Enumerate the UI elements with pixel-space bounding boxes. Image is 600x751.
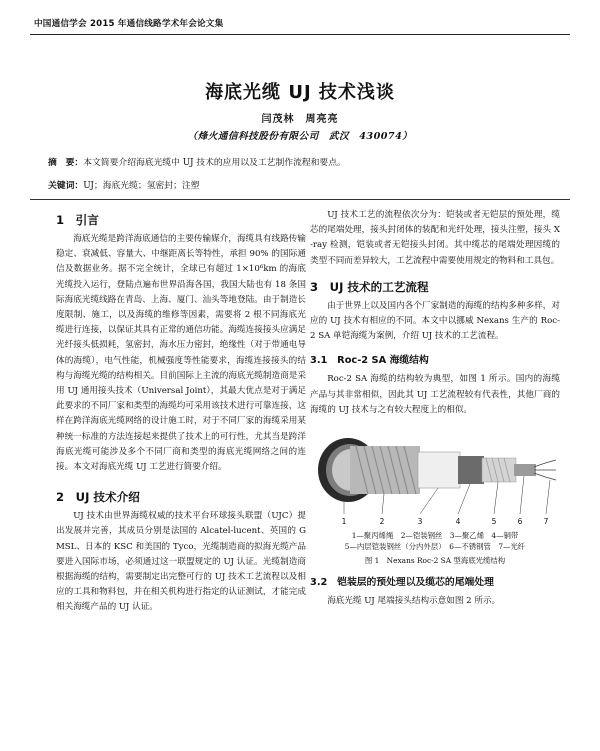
running-header: 中国通信学会 2015 年通信线路学术年会论文集 (34, 19, 224, 29)
section-2-paragraph-1: UJ 技术由世界海缆权威的技术平台环球接头联盟（UJC）提出发展并完善，其成员分别是法国的 Alcatel-lucent、英国的 GMSL、日本的 KSC 和美国的 Tyco，光缆制造商的拟海光缆产品要进入国际市场，必须通过这一联盟规定的 UJ 认证。光缆制造商根据海缆的结构，需要制定出完整可行的 UJ 技术工艺流程以及相应的工具和物料包，并在相关机构进行指定的认证测试，才能完成相关海缆产品的 UJ 认证。 (56, 511, 306, 613)
section-1-heading: 1 引言 (56, 213, 99, 227)
figure-1-legend-line-1: 1—聚丙烯绳 2—铠装钢丝 3—聚乙烯 4—铜带 (351, 531, 519, 541)
figure-1-caption: 图 1 Nexans Roc-2 SA 型海底光缆结构 (364, 556, 506, 566)
fig-number-6: 6 (517, 517, 523, 527)
paper-affiliation: （烽火通信科技股份有限公司 武汉 430074） (187, 131, 413, 142)
section-3-2-heading: 3.2 铠装层的预处理以及缆芯的尾端处理 (310, 577, 494, 589)
keywords (48, 178, 560, 191)
paper-authors: 闫茂林 周亮亮 (261, 114, 339, 125)
cable-fibers (534, 460, 556, 480)
section-2-paragraph-2: UJ 技术工艺的流程依次分为：铠装或者无铠层的预处理，缆芯的尾端处理，接头封闭体的装配和光纤处理，接头注塑，接头 X-ray 检测，铠装或者无铠接头封闭。其中缆芯的尾端处理因缆的类型不同而差异较大，工艺流程中需要使用规定的物料和工具包。 (310, 210, 560, 266)
cable-steel-tube (514, 464, 536, 476)
paper-title: 海底光缆 UJ 技术浅谈 (205, 82, 395, 103)
section-3-2-paragraph: 海底光缆 UJ 尾端接头结构示意如图 2 所示。 (327, 596, 501, 607)
fig-number-5: 5 (491, 517, 497, 527)
fig-number-4: 4 (455, 517, 461, 527)
section-3-heading: 3 UJ 技术的工艺流程 (310, 279, 429, 294)
section-3-1-heading: 3.1 Roc-2 SA 海缆结构 (310, 355, 429, 367)
section-3-1-paragraph: Roc-2 SA 海缆的结构较为典型，如图 1 所示。国内的海缆产品与其非常相似，因此其 UJ 工艺流程较有代表性，其他厂商的海缆的 UJ 技术与之有较大程度上的相似。 (310, 374, 560, 415)
abstract (48, 156, 560, 170)
cable-copper-tape (458, 456, 484, 484)
keywords-text: UJ；海底光缆；氢密封；注塑 (83, 181, 200, 191)
abstract-text: 本文简要介绍海底光缆中 UJ 技术的应用以及工艺制作流程和要点。 (83, 158, 346, 168)
section-rule (30, 199, 570, 200)
abstract-label: 摘 要： (48, 158, 84, 168)
left-column (56, 208, 306, 616)
cable-structure-illustration (310, 418, 560, 530)
fig-number-2: 2 (379, 517, 385, 527)
section-3-paragraph: 由于世界上以及国内各个厂家制造的海缆的结构多种多样，对应的 UJ 技术有相应的不同。本文中以挪威 Nexans 生产的 Roc-2 SA 单铠海缆为案例，介绍 UJ 技术的工艺流程。 (310, 300, 560, 342)
right-column (310, 208, 560, 609)
cable-polyethylene (418, 452, 460, 488)
figure-1 (310, 418, 560, 566)
fig-number-3: 3 (417, 517, 423, 527)
header-rule (30, 34, 570, 35)
section-1-paragraph: 海底光缆是跨洋海底通信的主要传输媒介，海缆具有线路传输稳定、衰减低、容量大、中继距离长等特性，承担 90% 的国际通信及数据业务。据不完全统计，全球已有超过 1×10⁶km 的海底光缆投入运行，登陆点遍布世界沿海各国，我国大陆也有 18 条国际海底光缆线路在青岛、上海、厦门、汕头等地登陆。由于制造长度限制、施工，以及海缆的维修等因素，需要将 2 根不同海底光缆进行连接，以保证其具有正常的通信功能。海缆连接接头应满足光纤接头低损耗，氢密封，海水压力密封，绝缘性（对于带通电导体的海缆），电气性能，机械强度等性能要求，海缆连接接头的结构与海缆光缆的结构相关。目前国际上主流的海底光缆制造商是采用 UJ 通用接头技术（Universal Joint），其最大优点是对于满足此要求的不同厂家和类型的海缆均可采用该技术进行可靠连接，这样在跨洋海底光缆网络的设计施工时，对于不同厂家的海缆采用某种统一标准的方法连接起来提供了技术上的可行性，尤其当是跨洋海底光缆可能涉及多个不同厂商和类型的海底光缆网络之间的连接。本文对海底光缆 UJ 工艺进行简要介绍。 (56, 234, 306, 473)
fig-number-7: 7 (543, 517, 549, 527)
section-2-heading: 2 UJ 技术介绍 (56, 490, 140, 505)
keywords-label: 关键词： (48, 181, 84, 191)
fig-number-1: 1 (341, 517, 347, 527)
figure-1-legend-line-2: 5—内层铠装钢丝（分内外层） 6—不锈钢管 7—光纤 (344, 542, 526, 552)
